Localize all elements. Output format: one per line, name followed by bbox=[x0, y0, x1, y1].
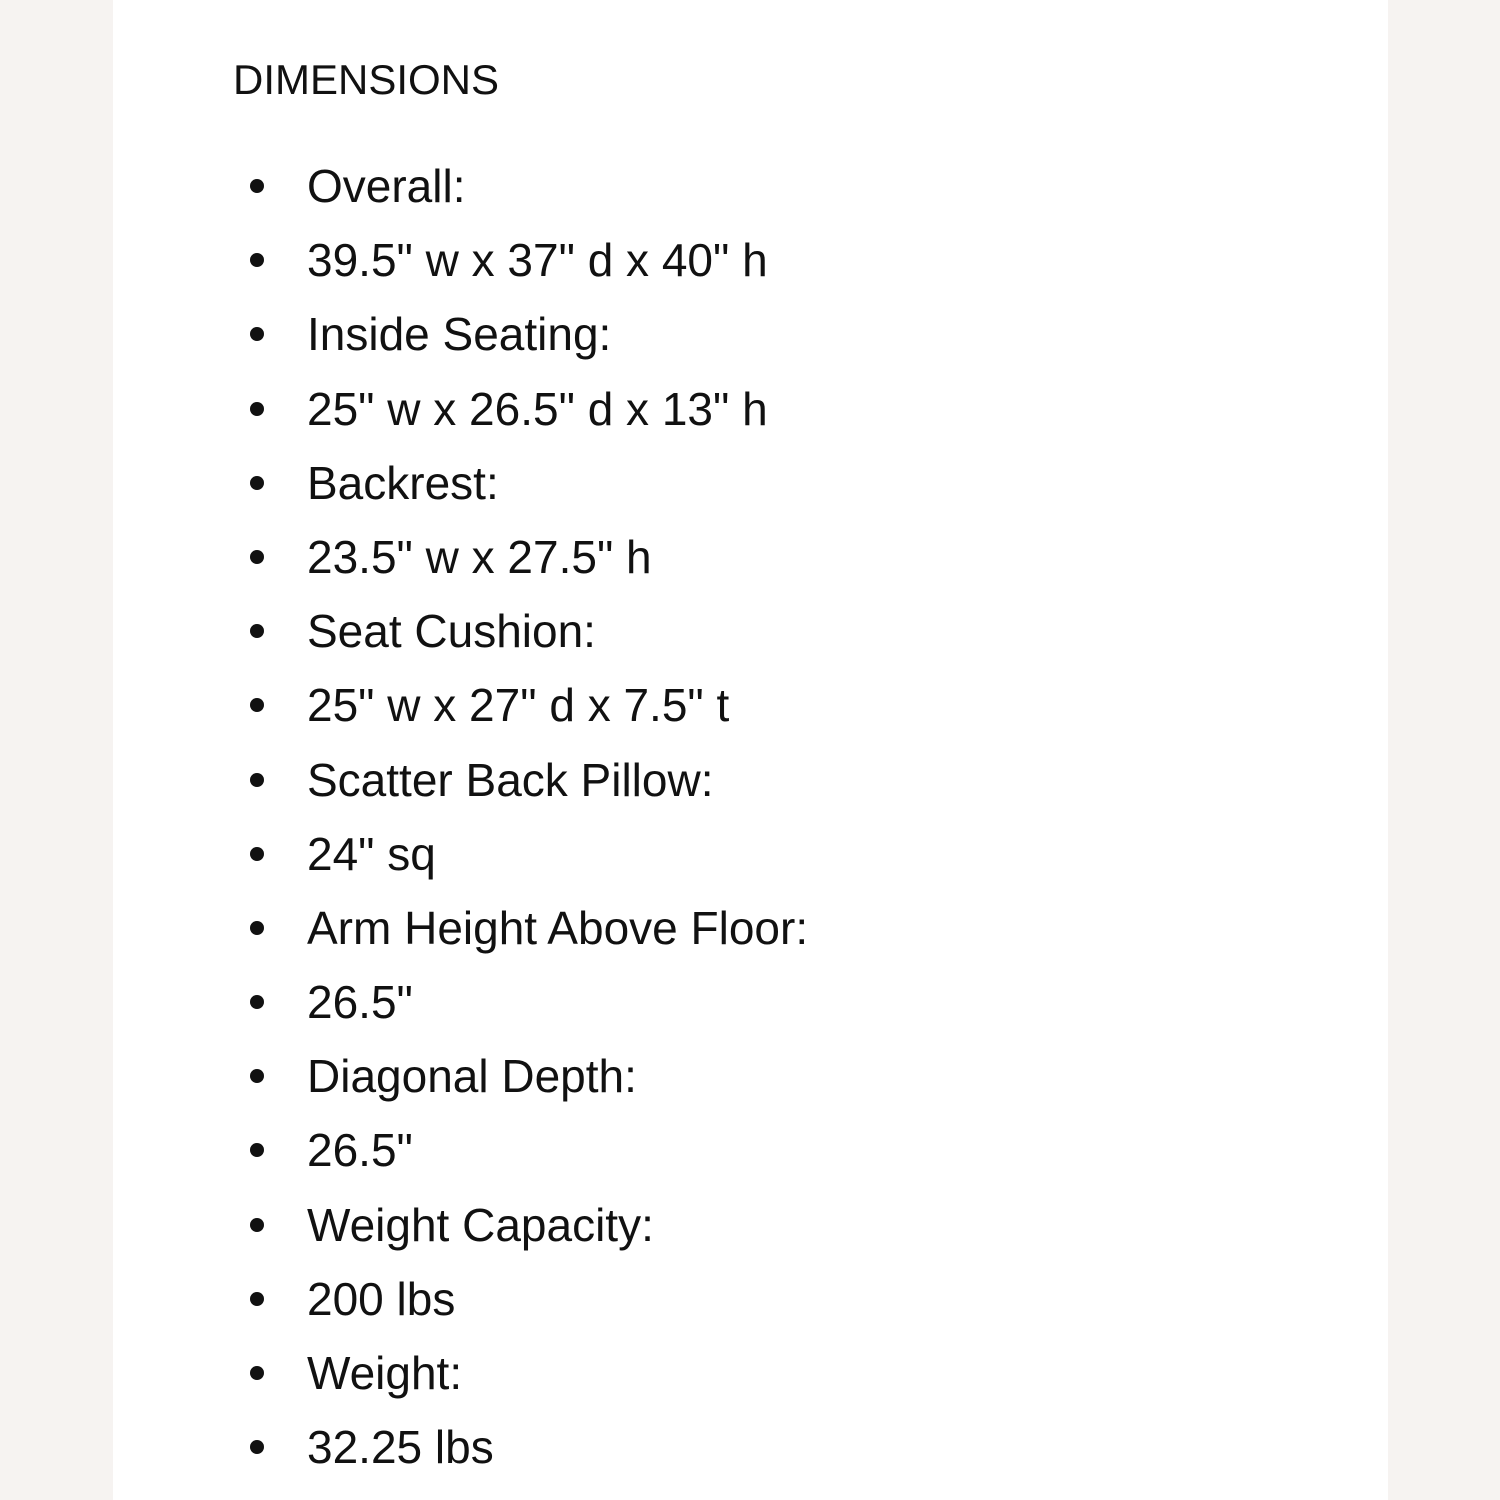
bullet-icon bbox=[250, 995, 264, 1009]
list-item-text: 24" sq bbox=[307, 827, 436, 880]
list-item-text: Backrest: bbox=[307, 456, 499, 509]
bullet-icon bbox=[250, 1366, 264, 1380]
bullet-icon bbox=[250, 253, 264, 267]
content-panel bbox=[113, 0, 1388, 1500]
list-item-text: 200 lbs bbox=[307, 1272, 456, 1325]
list-item-text: 32.25 lbs bbox=[307, 1421, 494, 1474]
bullet-icon bbox=[250, 179, 264, 193]
list-item-text: 25" w x 27" d x 7.5" t bbox=[307, 679, 730, 732]
list-item-text: Overall: bbox=[307, 160, 466, 212]
section-heading: DIMENSIONS bbox=[233, 56, 500, 103]
bullet-icon bbox=[250, 1292, 264, 1306]
list-item-text: Inside Seating: bbox=[307, 308, 612, 361]
list-item-text: 23.5" w x 27.5" h bbox=[307, 530, 652, 583]
list-item-text: Scatter Back Pillow: bbox=[307, 753, 714, 806]
list-item-text: Weight: bbox=[307, 1347, 463, 1399]
list-item-text: Diagonal Depth: bbox=[307, 1050, 637, 1103]
bullet-icon bbox=[250, 402, 264, 416]
bullet-icon bbox=[250, 550, 264, 564]
bullet-icon bbox=[250, 698, 264, 712]
bullet-icon bbox=[250, 1440, 264, 1454]
bullet-icon bbox=[250, 624, 264, 638]
bullet-icon bbox=[250, 1143, 264, 1157]
bullet-icon bbox=[250, 921, 264, 935]
bullet-icon bbox=[250, 1218, 264, 1232]
bullet-icon bbox=[250, 327, 264, 341]
bullet-icon bbox=[250, 847, 264, 861]
list-item-text: Seat Cushion: bbox=[307, 605, 596, 658]
list-item-text: 26.5" bbox=[307, 1124, 413, 1177]
list-item-text: Weight Capacity: bbox=[307, 1198, 654, 1251]
list-item-text: 26.5" bbox=[307, 976, 413, 1029]
bullet-icon bbox=[250, 1069, 264, 1083]
list-item-text: 39.5" w x 37" d x 40" h bbox=[307, 234, 768, 287]
bullet-icon bbox=[250, 476, 264, 490]
list-item-text: Arm Height Above Floor: bbox=[307, 901, 809, 954]
bullet-icon bbox=[250, 773, 264, 787]
list-item-text: 25" w x 26.5" d x 13" h bbox=[307, 382, 768, 435]
